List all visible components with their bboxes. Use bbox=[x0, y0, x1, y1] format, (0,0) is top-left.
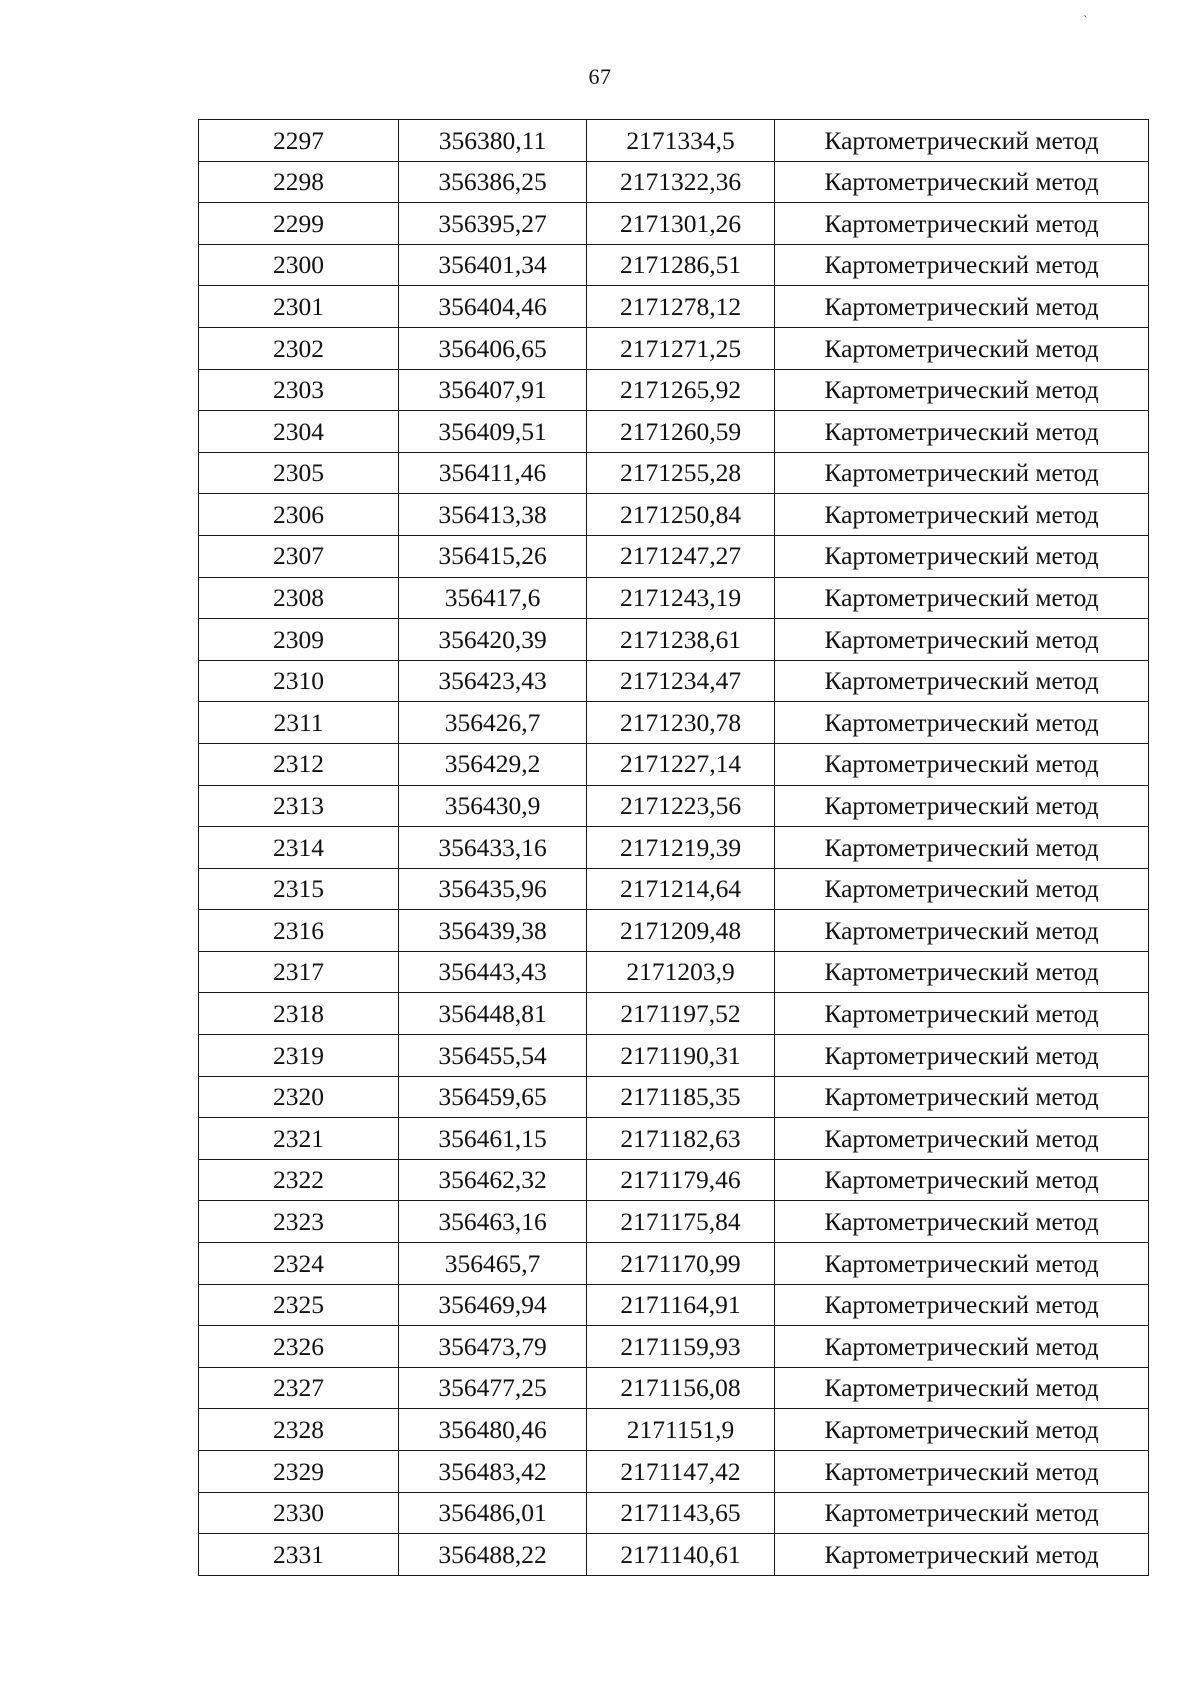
table-row bbox=[199, 1451, 1149, 1493]
y-coordinate-cell: 2171179,46 bbox=[587, 1159, 775, 1201]
point-number-cell: 2319 bbox=[199, 1035, 399, 1077]
x-coordinate-cell: 356433,16 bbox=[399, 827, 587, 869]
method-cell: Картометрический метод bbox=[775, 244, 1149, 286]
x-coordinate-cell: 356459,65 bbox=[399, 1076, 587, 1118]
y-coordinate-cell: 2171322,36 bbox=[587, 161, 775, 203]
y-coordinate-cell: 2171301,26 bbox=[587, 203, 775, 245]
table-row bbox=[199, 619, 1149, 661]
table-row bbox=[199, 1076, 1149, 1118]
point-number-cell: 2301 bbox=[199, 286, 399, 328]
x-coordinate-cell: 356420,39 bbox=[399, 619, 587, 661]
point-number-cell: 2320 bbox=[199, 1076, 399, 1118]
method-cell: Картометрический метод bbox=[775, 327, 1149, 369]
method-cell: Картометрический метод bbox=[775, 951, 1149, 993]
point-number-cell: 2328 bbox=[199, 1409, 399, 1451]
point-number-cell: 2329 bbox=[199, 1451, 399, 1493]
point-number-cell: 2304 bbox=[199, 411, 399, 453]
x-coordinate-cell: 356415,26 bbox=[399, 535, 587, 577]
x-coordinate-cell: 356406,65 bbox=[399, 327, 587, 369]
y-coordinate-cell: 2171185,35 bbox=[587, 1076, 775, 1118]
table-row bbox=[199, 951, 1149, 993]
x-coordinate-cell: 356413,38 bbox=[399, 494, 587, 536]
table-row bbox=[199, 452, 1149, 494]
table-row bbox=[199, 827, 1149, 869]
x-coordinate-cell: 356404,46 bbox=[399, 286, 587, 328]
y-coordinate-cell: 2171278,12 bbox=[587, 286, 775, 328]
x-coordinate-cell: 356477,25 bbox=[399, 1367, 587, 1409]
method-cell: Картометрический метод bbox=[775, 452, 1149, 494]
method-cell: Картометрический метод bbox=[775, 1534, 1149, 1576]
table-row bbox=[199, 743, 1149, 785]
x-coordinate-cell: 356409,51 bbox=[399, 411, 587, 453]
x-coordinate-cell: 356395,27 bbox=[399, 203, 587, 245]
y-coordinate-cell: 2171156,08 bbox=[587, 1367, 775, 1409]
method-cell: Картометрический метод bbox=[775, 743, 1149, 785]
table-row bbox=[199, 369, 1149, 411]
point-number-cell: 2326 bbox=[199, 1326, 399, 1368]
method-cell: Картометрический метод bbox=[775, 1284, 1149, 1326]
table-row bbox=[199, 1534, 1149, 1576]
table-row bbox=[199, 120, 1149, 162]
table-row bbox=[199, 1159, 1149, 1201]
point-number-cell: 2307 bbox=[199, 535, 399, 577]
table-row bbox=[199, 1284, 1149, 1326]
y-coordinate-cell: 2171214,64 bbox=[587, 868, 775, 910]
y-coordinate-cell: 2171151,9 bbox=[587, 1409, 775, 1451]
x-coordinate-cell: 356423,43 bbox=[399, 660, 587, 702]
table-row bbox=[199, 1035, 1149, 1077]
table-row bbox=[199, 1201, 1149, 1243]
y-coordinate-cell: 2171227,14 bbox=[587, 743, 775, 785]
x-coordinate-cell: 356429,2 bbox=[399, 743, 587, 785]
table-row bbox=[199, 327, 1149, 369]
x-coordinate-cell: 356461,15 bbox=[399, 1118, 587, 1160]
method-cell: Картометрический метод bbox=[775, 369, 1149, 411]
point-number-cell: 2308 bbox=[199, 577, 399, 619]
y-coordinate-cell: 2171255,28 bbox=[587, 452, 775, 494]
table-row bbox=[199, 535, 1149, 577]
x-coordinate-cell: 356462,32 bbox=[399, 1159, 587, 1201]
x-coordinate-cell: 356469,94 bbox=[399, 1284, 587, 1326]
y-coordinate-cell: 2171147,42 bbox=[587, 1451, 775, 1493]
point-number-cell: 2313 bbox=[199, 785, 399, 827]
point-number-cell: 2327 bbox=[199, 1367, 399, 1409]
point-number-cell: 2314 bbox=[199, 827, 399, 869]
table-row bbox=[199, 660, 1149, 702]
x-coordinate-cell: 356483,42 bbox=[399, 1451, 587, 1493]
x-coordinate-cell: 356443,43 bbox=[399, 951, 587, 993]
method-cell: Картометрический метод bbox=[775, 577, 1149, 619]
method-cell: Картометрический метод bbox=[775, 785, 1149, 827]
method-cell: Картометрический метод bbox=[775, 1076, 1149, 1118]
point-number-cell: 2305 bbox=[199, 452, 399, 494]
table-row bbox=[199, 1367, 1149, 1409]
method-cell: Картометрический метод bbox=[775, 1409, 1149, 1451]
table-row bbox=[199, 161, 1149, 203]
y-coordinate-cell: 2171209,48 bbox=[587, 910, 775, 952]
x-coordinate-cell: 356463,16 bbox=[399, 1201, 587, 1243]
point-number-cell: 2312 bbox=[199, 743, 399, 785]
y-coordinate-cell: 2171271,25 bbox=[587, 327, 775, 369]
y-coordinate-cell: 2171159,93 bbox=[587, 1326, 775, 1368]
table-row bbox=[199, 494, 1149, 536]
method-cell: Картометрический метод bbox=[775, 535, 1149, 577]
table-row bbox=[199, 868, 1149, 910]
y-coordinate-cell: 2171143,65 bbox=[587, 1492, 775, 1534]
x-coordinate-cell: 356480,46 bbox=[399, 1409, 587, 1451]
method-cell: Картометрический метод bbox=[775, 411, 1149, 453]
y-coordinate-cell: 2171265,92 bbox=[587, 369, 775, 411]
point-number-cell: 2317 bbox=[199, 951, 399, 993]
point-number-cell: 2318 bbox=[199, 993, 399, 1035]
point-number-cell: 2311 bbox=[199, 702, 399, 744]
table-row bbox=[199, 1492, 1149, 1534]
page-number: 67 bbox=[588, 64, 612, 89]
y-coordinate-cell: 2171230,78 bbox=[587, 702, 775, 744]
table-row bbox=[199, 411, 1149, 453]
method-cell: Картометрический метод bbox=[775, 494, 1149, 536]
y-coordinate-cell: 2171203,9 bbox=[587, 951, 775, 993]
y-coordinate-cell: 2171140,61 bbox=[587, 1534, 775, 1576]
method-cell: Картометрический метод bbox=[775, 286, 1149, 328]
point-number-cell: 2324 bbox=[199, 1243, 399, 1285]
method-cell: Картометрический метод bbox=[775, 868, 1149, 910]
point-number-cell: 2310 bbox=[199, 660, 399, 702]
point-number-cell: 2303 bbox=[199, 369, 399, 411]
coordinates-table bbox=[198, 119, 1149, 1576]
table-row bbox=[199, 1243, 1149, 1285]
x-coordinate-cell: 356417,6 bbox=[399, 577, 587, 619]
y-coordinate-cell: 2171243,19 bbox=[587, 577, 775, 619]
point-number-cell: 2300 bbox=[199, 244, 399, 286]
coordinates-table-body bbox=[199, 120, 1149, 1576]
table-row bbox=[199, 1326, 1149, 1368]
point-number-cell: 2331 bbox=[199, 1534, 399, 1576]
method-cell: Картометрический метод bbox=[775, 1118, 1149, 1160]
method-cell: Картометрический метод bbox=[775, 161, 1149, 203]
method-cell: Картометрический метод bbox=[775, 203, 1149, 245]
point-number-cell: 2323 bbox=[199, 1201, 399, 1243]
point-number-cell: 2330 bbox=[199, 1492, 399, 1534]
table-row bbox=[199, 702, 1149, 744]
method-cell: Картометрический метод bbox=[775, 1035, 1149, 1077]
method-cell: Картометрический метод bbox=[775, 1243, 1149, 1285]
y-coordinate-cell: 2171238,61 bbox=[587, 619, 775, 661]
x-coordinate-cell: 356411,46 bbox=[399, 452, 587, 494]
point-number-cell: 2316 bbox=[199, 910, 399, 952]
method-cell: Картометрический метод bbox=[775, 660, 1149, 702]
method-cell: Картометрический метод bbox=[775, 1367, 1149, 1409]
point-number-cell: 2322 bbox=[199, 1159, 399, 1201]
method-cell: Картометрический метод bbox=[775, 1326, 1149, 1368]
method-cell: Картометрический метод bbox=[775, 619, 1149, 661]
method-cell: Картометрический метод bbox=[775, 1451, 1149, 1493]
point-number-cell: 2309 bbox=[199, 619, 399, 661]
x-coordinate-cell: 356439,38 bbox=[399, 910, 587, 952]
y-coordinate-cell: 2171223,56 bbox=[587, 785, 775, 827]
table-row bbox=[199, 203, 1149, 245]
x-coordinate-cell: 356486,01 bbox=[399, 1492, 587, 1534]
x-coordinate-cell: 356430,9 bbox=[399, 785, 587, 827]
x-coordinate-cell: 356386,25 bbox=[399, 161, 587, 203]
y-coordinate-cell: 2171197,52 bbox=[587, 993, 775, 1035]
x-coordinate-cell: 356455,54 bbox=[399, 1035, 587, 1077]
method-cell: Картометрический метод bbox=[775, 120, 1149, 162]
table-row bbox=[199, 1409, 1149, 1451]
x-coordinate-cell: 356465,7 bbox=[399, 1243, 587, 1285]
method-cell: Картометрический метод bbox=[775, 1492, 1149, 1534]
point-number-cell: 2297 bbox=[199, 120, 399, 162]
y-coordinate-cell: 2171247,27 bbox=[587, 535, 775, 577]
x-coordinate-cell: 356473,79 bbox=[399, 1326, 587, 1368]
x-coordinate-cell: 356380,11 bbox=[399, 120, 587, 162]
table-row bbox=[199, 910, 1149, 952]
y-coordinate-cell: 2171175,84 bbox=[587, 1201, 775, 1243]
point-number-cell: 2302 bbox=[199, 327, 399, 369]
point-number-cell: 2306 bbox=[199, 494, 399, 536]
y-coordinate-cell: 2171334,5 bbox=[587, 120, 775, 162]
table-row bbox=[199, 993, 1149, 1035]
y-coordinate-cell: 2171219,39 bbox=[587, 827, 775, 869]
point-number-cell: 2325 bbox=[199, 1284, 399, 1326]
x-coordinate-cell: 356488,22 bbox=[399, 1534, 587, 1576]
point-number-cell: 2298 bbox=[199, 161, 399, 203]
x-coordinate-cell: 356435,96 bbox=[399, 868, 587, 910]
y-coordinate-cell: 2171182,63 bbox=[587, 1118, 775, 1160]
y-coordinate-cell: 2171250,84 bbox=[587, 494, 775, 536]
x-coordinate-cell: 356401,34 bbox=[399, 244, 587, 286]
table-row bbox=[199, 577, 1149, 619]
x-coordinate-cell: 356448,81 bbox=[399, 993, 587, 1035]
point-number-cell: 2299 bbox=[199, 203, 399, 245]
table-row bbox=[199, 286, 1149, 328]
method-cell: Картометрический метод bbox=[775, 702, 1149, 744]
table-row bbox=[199, 244, 1149, 286]
method-cell: Картометрический метод bbox=[775, 1159, 1149, 1201]
x-coordinate-cell: 356426,7 bbox=[399, 702, 587, 744]
x-coordinate-cell: 356407,91 bbox=[399, 369, 587, 411]
scan-mark: ` bbox=[1083, 14, 1088, 29]
table-row bbox=[199, 785, 1149, 827]
method-cell: Картометрический метод bbox=[775, 993, 1149, 1035]
point-number-cell: 2315 bbox=[199, 868, 399, 910]
method-cell: Картометрический метод bbox=[775, 910, 1149, 952]
y-coordinate-cell: 2171170,99 bbox=[587, 1243, 775, 1285]
method-cell: Картометрический метод bbox=[775, 1201, 1149, 1243]
y-coordinate-cell: 2171260,59 bbox=[587, 411, 775, 453]
y-coordinate-cell: 2171234,47 bbox=[587, 660, 775, 702]
y-coordinate-cell: 2171190,31 bbox=[587, 1035, 775, 1077]
method-cell: Картометрический метод bbox=[775, 827, 1149, 869]
table-row bbox=[199, 1118, 1149, 1160]
y-coordinate-cell: 2171286,51 bbox=[587, 244, 775, 286]
y-coordinate-cell: 2171164,91 bbox=[587, 1284, 775, 1326]
point-number-cell: 2321 bbox=[199, 1118, 399, 1160]
